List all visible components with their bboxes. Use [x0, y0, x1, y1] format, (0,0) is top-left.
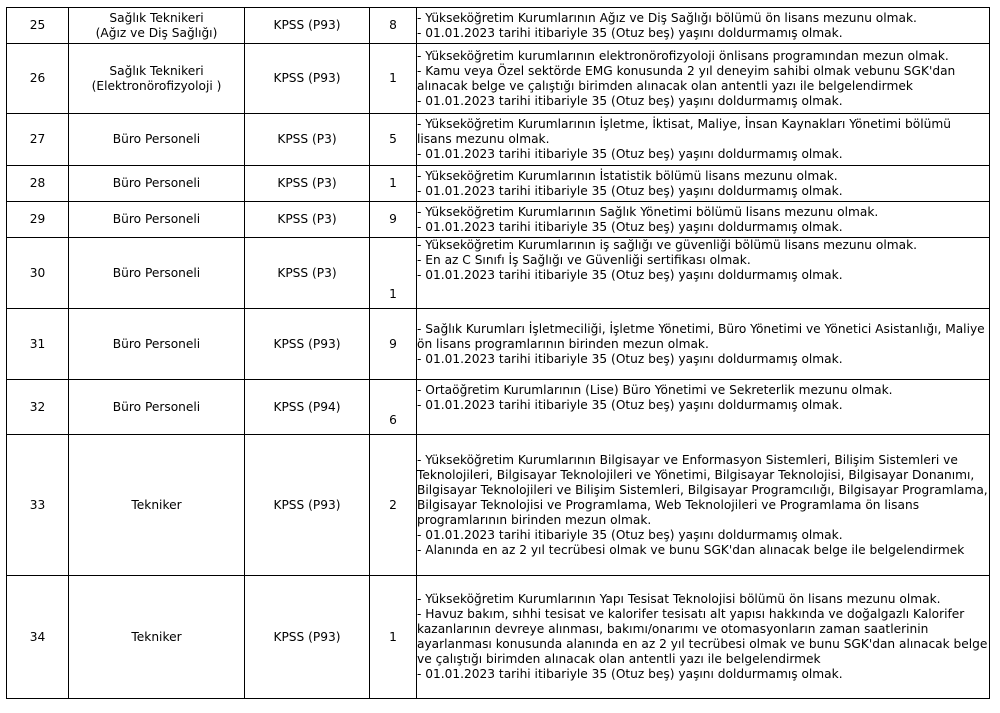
table-row	[7, 8, 990, 44]
requirements	[417, 8, 990, 44]
row-number: 30	[7, 238, 69, 309]
requirement-item: - Yükseköğretim Kurumlarının Yapı Tesisat Teknolojisi bölümü ön lisans mezunu olmak.	[417, 592, 941, 606]
requirement-item: - Yükseköğretim Kurumlarının İstatistik bölümü lisans mezunu olmak.	[417, 168, 838, 183]
table-row	[7, 202, 990, 238]
exam-type: KPSS (P3)	[245, 114, 370, 166]
table-row	[7, 380, 990, 435]
row-number: 31	[7, 309, 69, 380]
requirement-item: - Yükseköğretim kurumlarının elektronörofizyoloji önlisans programından mezun olmak.	[417, 48, 949, 63]
position-count: 6	[370, 380, 417, 435]
requirement-item: - 01.01.2023 tarihi itibariyle 35 (Otuz beş) yaşını doldurmamış olmak.	[417, 147, 843, 161]
requirements	[417, 576, 990, 699]
requirement-item: - 01.01.2023 tarihi itibariyle 35 (Otuz beş) yaşını doldurmamış olmak.	[417, 351, 843, 366]
exam-type: KPSS (P93)	[245, 576, 370, 699]
position-title-line: Tekniker	[131, 497, 182, 512]
positions-table	[6, 7, 990, 699]
requirements	[417, 114, 990, 166]
row-number: 32	[7, 380, 69, 435]
exam-type: KPSS (P93)	[245, 435, 370, 576]
position-title	[69, 202, 245, 238]
exam-type: KPSS (P3)	[245, 202, 370, 238]
row-number: 33	[7, 435, 69, 576]
position-title	[69, 576, 245, 699]
position-count: 2	[370, 435, 417, 576]
exam-type: KPSS (P3)	[245, 166, 370, 202]
requirement-item: - Alanında en az 2 yıl tecrübesi olmak ve bunu SGK'dan alınacak belge ile belgelendirmek	[417, 542, 965, 557]
position-title-line: Büro Personeli	[112, 265, 201, 280]
requirements	[417, 166, 990, 202]
position-title-line: (Ağız ve Diş Sağlığı)	[95, 25, 218, 40]
position-title-line: Sağlık Teknikeri	[109, 10, 204, 25]
table-row	[7, 435, 990, 576]
requirement-item: - 01.01.2023 tarihi itibariyle 35 (Otuz beş) yaşını doldurmamış olmak.	[417, 527, 843, 542]
exam-type: KPSS (P94)	[245, 380, 370, 435]
table-row	[7, 166, 990, 202]
position-count: 1	[370, 44, 417, 114]
requirement-item: - Yükseköğretim Kurumlarının Sağlık Yönetimi bölümü lisans mezunu olmak.	[417, 204, 879, 219]
exam-type: KPSS (P3)	[245, 238, 370, 309]
position-title	[69, 114, 245, 166]
position-title	[69, 238, 245, 309]
requirement-item: - Havuz bakım, sıhhi tesisat ve kalorifer tesisatı alt yapısı hakkında ve doğalgazlı Kalorifer kazanlarının devreye alınması, bakımı/onarımı ve otomasyonların zaman saatlerinin ayarlanması konusunda alanında en az 2 yıl tecrübesi olmak ve bunu SGK'dan alınacak belge ve çalıştığı birimden alınacak olan antentli yazı ile belgelendirmek	[417, 607, 988, 666]
requirements	[417, 435, 990, 576]
requirement-item: - Yükseköğretim Kurumlarının İşletme, İktisat, Maliye, İnsan Kaynakları Yönetimi bölümü lisans mezunu olmak.	[417, 117, 951, 146]
row-number: 29	[7, 202, 69, 238]
position-title-line: Büro Personeli	[112, 336, 201, 351]
requirements	[417, 44, 990, 114]
position-count: 9	[370, 202, 417, 238]
position-count: 1	[370, 576, 417, 699]
requirement-item: - 01.01.2023 tarihi itibariyle 35 (Otuz beş) yaşını doldurmamış olmak.	[417, 667, 843, 681]
requirement-item: - Sağlık Kurumları İşletmeciliği, İşletme Yönetimi, Büro Yönetimi ve Yönetici Asistanlığı, Maliye ön lisans programlarının birinden mezun olmak.	[417, 321, 985, 351]
table-row	[7, 114, 990, 166]
position-title-line: Büro Personeli	[112, 132, 201, 146]
position-count: 1	[370, 238, 417, 309]
position-title	[69, 44, 245, 114]
requirement-item: - Yükseköğretim Kurumlarının Bilgisayar ve Enformasyon Sistemleri, Bilişim Sistemleri ve Teknolojileri, Bilgisayar Teknolojileri ve Yönetimi, Bilgisayar Teknolojisi, Bilgisayar Donanımı, Bilgisayar Teknolojileri ve Bilişim Sistemleri, Bilgisayar Programcılığı, Bilgisayar Programlama, Bilgisayar Teknolojisi ve Programlama, Web Teknolojileri ve Programlama ön lisans programlarının birinden mezun olmak.	[417, 452, 988, 527]
position-title-line: Sağlık Teknikeri	[109, 63, 204, 78]
position-title	[69, 380, 245, 435]
requirement-item: - Yükseköğretim Kurumlarının Ağız ve Diş Sağlığı bölümü ön lisans mezunu olmak.	[417, 10, 917, 25]
requirement-item: - Ortaöğretim Kurumlarının (Lise) Büro Yönetimi ve Sekreterlik mezunu olmak.	[417, 383, 893, 397]
position-title-line: (Elektronörofizyoloji )	[91, 78, 222, 93]
position-title-line: Büro Personeli	[112, 399, 201, 414]
exam-type: KPSS (P93)	[245, 8, 370, 44]
table-row	[7, 238, 990, 309]
position-title	[69, 8, 245, 44]
requirements	[417, 202, 990, 238]
requirement-item: - Kamu veya Özel sektörde EMG konusunda 2 yıl deneyim sahibi olmak vebunu SGK'dan alınacak belge ve çalıştığı birimden alınacak olan antentli yazı ile belgelendirmek	[417, 63, 956, 93]
row-number: 27	[7, 114, 69, 166]
requirement-item: - Yükseköğretim Kurumlarının iş sağlığı ve güvenliği bölümü lisans mezunu olmak.	[417, 238, 918, 252]
requirement-item: - En az C Sınıfı İş Sağlığı ve Güvenliği sertifikası olmak.	[417, 253, 751, 267]
position-title-line: Büro Personeli	[112, 212, 201, 226]
position-count: 9	[370, 309, 417, 380]
position-title-line: Tekniker	[131, 629, 182, 644]
row-number: 34	[7, 576, 69, 699]
position-title	[69, 309, 245, 380]
row-number: 25	[7, 8, 69, 44]
requirement-item: - 01.01.2023 tarihi itibariyle 35 (Otuz beş) yaşını doldurmamış olmak.	[417, 25, 843, 40]
requirement-item: - 01.01.2023 tarihi itibariyle 35 (Otuz beş) yaşını doldurmamış olmak.	[417, 183, 843, 198]
position-title	[69, 166, 245, 202]
requirements	[417, 309, 990, 380]
requirement-item: - 01.01.2023 tarihi itibariyle 35 (Otuz beş) yaşını doldurmamış olmak.	[417, 219, 843, 234]
position-count: 8	[370, 8, 417, 44]
position-title-line: Büro Personeli	[112, 176, 201, 190]
exam-type: KPSS (P93)	[245, 44, 370, 114]
requirements	[417, 380, 990, 435]
row-number: 26	[7, 44, 69, 114]
table-row	[7, 44, 990, 114]
table-row	[7, 576, 990, 699]
position-count: 5	[370, 114, 417, 166]
requirements	[417, 238, 990, 309]
requirement-item: - 01.01.2023 tarihi itibariyle 35 (Otuz beş) yaşını doldurmamış olmak.	[417, 398, 843, 412]
requirement-item: - 01.01.2023 tarihi itibariyle 35 (Otuz beş) yaşını doldurmamış olmak.	[417, 268, 843, 282]
requirement-item: - 01.01.2023 tarihi itibariyle 35 (Otuz beş) yaşını doldurmamış olmak.	[417, 93, 843, 108]
position-title	[69, 435, 245, 576]
exam-type: KPSS (P93)	[245, 309, 370, 380]
table-row	[7, 309, 990, 380]
position-count: 1	[370, 166, 417, 202]
row-number: 28	[7, 166, 69, 202]
